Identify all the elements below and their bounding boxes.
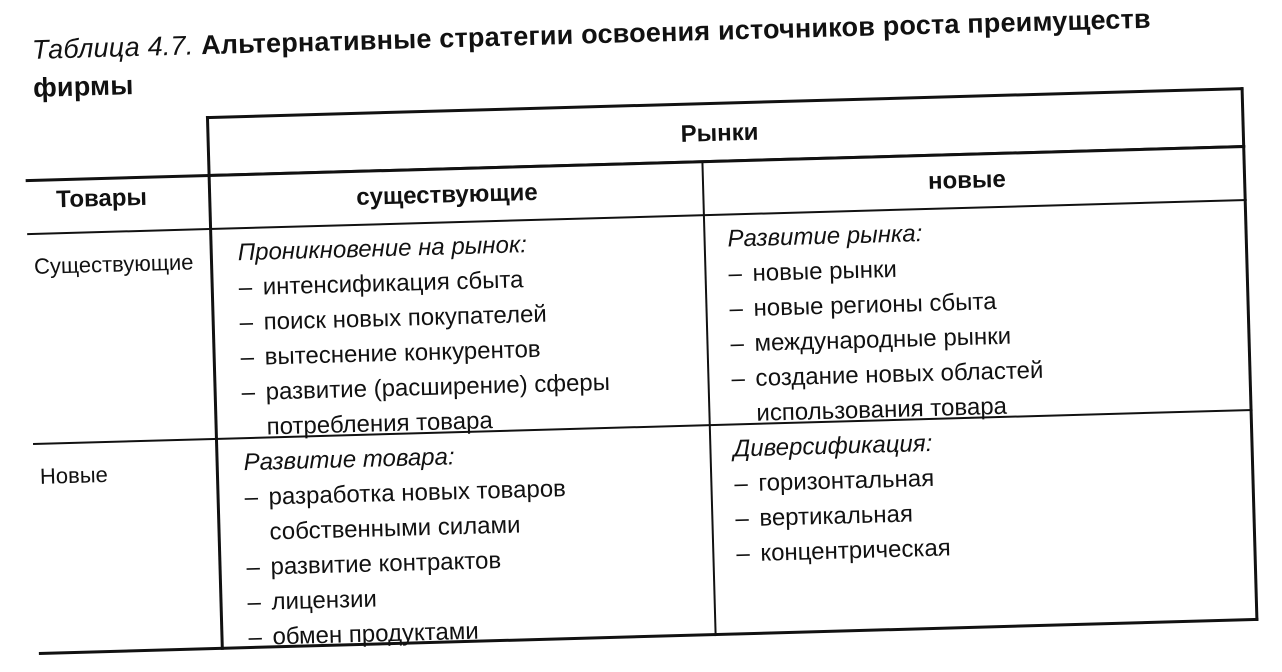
cell-market-development <box>727 208 1233 432</box>
cell-heading: Развитие товара: <box>243 443 455 477</box>
list-item: – развитие контрактов <box>246 537 707 585</box>
list-item: – вытеснение конкурентов <box>240 327 701 375</box>
markets-header: Рынки <box>680 118 759 148</box>
column-header-new: новые <box>927 165 1007 195</box>
strategy-list <box>238 257 703 445</box>
list-item: – международные рынки <box>730 313 1231 362</box>
corner-label: Товары <box>55 183 148 214</box>
table-number: Таблица 4.7. <box>31 30 194 65</box>
cell-diversification <box>733 418 1237 572</box>
list-item: – разработка новых товаров собственными силами <box>244 469 650 550</box>
list-item: – лицензии <box>247 572 708 620</box>
corner-bottom-rule <box>27 228 209 235</box>
list-item: – создание новых областей использования товара <box>731 350 1127 431</box>
strategy-table <box>24 87 1258 656</box>
list-item: – новые рынки <box>728 243 1229 292</box>
table-caption <box>31 0 1233 107</box>
row-label-existing: Существующие <box>33 249 194 279</box>
cell-heading: Проникновение на рынок: <box>237 231 528 267</box>
right-rule <box>1241 87 1259 621</box>
strategy-list <box>244 467 709 655</box>
label-column-rule <box>206 116 224 650</box>
table-title: Альтернативные стратегии освоения источников роста преимуществ фирмы <box>32 3 1152 103</box>
list-item: – развитие (расширение) сферы потребления товара <box>241 363 687 445</box>
list-item: – концентрическая <box>736 522 1237 571</box>
cell-product-development <box>243 432 709 655</box>
cell-heading: Развитие рынка: <box>727 220 923 253</box>
strategy-list <box>734 452 1237 571</box>
column-header-existing: существующие <box>355 178 539 211</box>
row-label-new: Новые <box>39 461 109 489</box>
cell-market-penetration <box>237 222 703 445</box>
list-item: – горизонтальная <box>734 452 1235 501</box>
list-item: – вертикальная <box>735 487 1236 536</box>
list-item: – новые регионы сбыта <box>729 278 1230 327</box>
list-item: – интенсификация сбыта <box>238 257 699 305</box>
cell-heading: Диверсификация: <box>733 429 933 463</box>
list-item: – поиск новых покупателей <box>239 292 700 340</box>
strategy-list <box>728 243 1233 432</box>
list-item: – обмен продуктами <box>248 607 709 655</box>
